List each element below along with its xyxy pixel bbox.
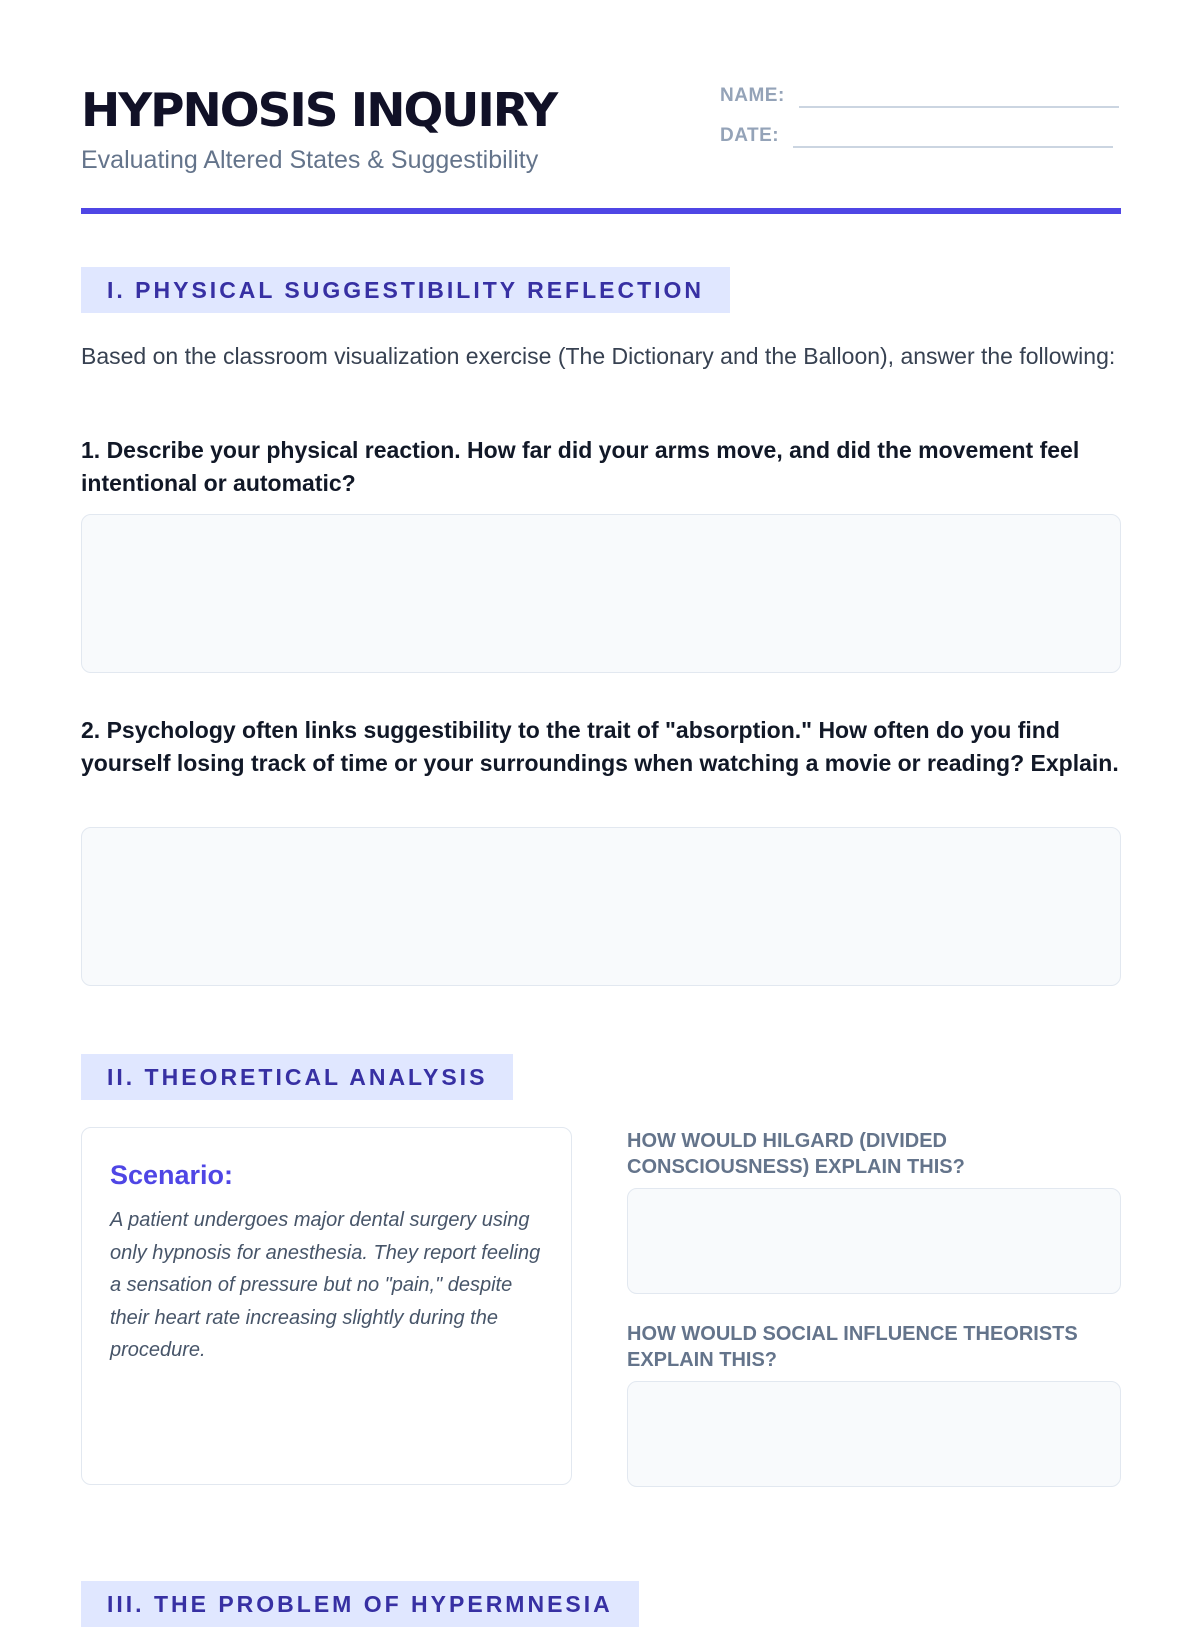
section-heading-physical-suggestibility: I. PHYSICAL SUGGESTIBILITY REFLECTION — [81, 267, 730, 313]
section-intro: Based on the classroom visualization exercise (The Dictionary and the Balloon), answer the following: — [81, 343, 1116, 369]
answer-box-2[interactable] — [81, 827, 1121, 986]
scenario-text: A patient undergoes major dental surgery using only hypnosis for anesthesia. They report feeling a sensation of pressure but no "pain," despite their heart rate increasing slightly during the procedure. — [110, 1209, 541, 1361]
header-divider — [81, 208, 1121, 214]
date-label: DATE: — [720, 125, 780, 146]
question-hilgard: HOW WOULD HILGARD (DIVIDED CONSCIOUSNESS) EXPLAIN THIS? — [627, 1130, 965, 1178]
section-heading-hypermnesia: III. THE PROBLEM OF HYPERMNESIA — [81, 1581, 639, 1627]
date-field-row — [720, 122, 1113, 148]
page-subtitle: Evaluating Altered States & Suggestibility — [81, 146, 539, 174]
date-line[interactable] — [793, 122, 1113, 148]
question-2: 2. Psychology often links suggestibility to the trait of "absorption." How often do you find yourself losing track of time or your surroundings when watching a movie or reading? Explain. — [81, 717, 1119, 776]
section-heading-theoretical-analysis: II. THEORETICAL ANALYSIS — [81, 1054, 513, 1100]
name-field-row — [720, 82, 1119, 108]
scenario-title: Scenario: — [110, 1160, 234, 1190]
answer-box-hilgard[interactable] — [627, 1188, 1121, 1294]
question-social-influence: HOW WOULD SOCIAL INFLUENCE THEORISTS EXPLAIN THIS? — [627, 1323, 1078, 1371]
name-label: NAME: — [720, 85, 785, 106]
answer-box-social-influence[interactable] — [627, 1381, 1121, 1487]
worksheet-header — [81, 82, 1121, 214]
question-1: 1. Describe your physical reaction. How far did your arms move, and did the movement feel intentional or automatic? — [81, 437, 1080, 496]
page-title: HYPNOSIS INQUIRY — [81, 83, 557, 137]
name-line[interactable] — [799, 82, 1119, 108]
scenario-card — [81, 1127, 572, 1485]
answer-box-1[interactable] — [81, 514, 1121, 673]
